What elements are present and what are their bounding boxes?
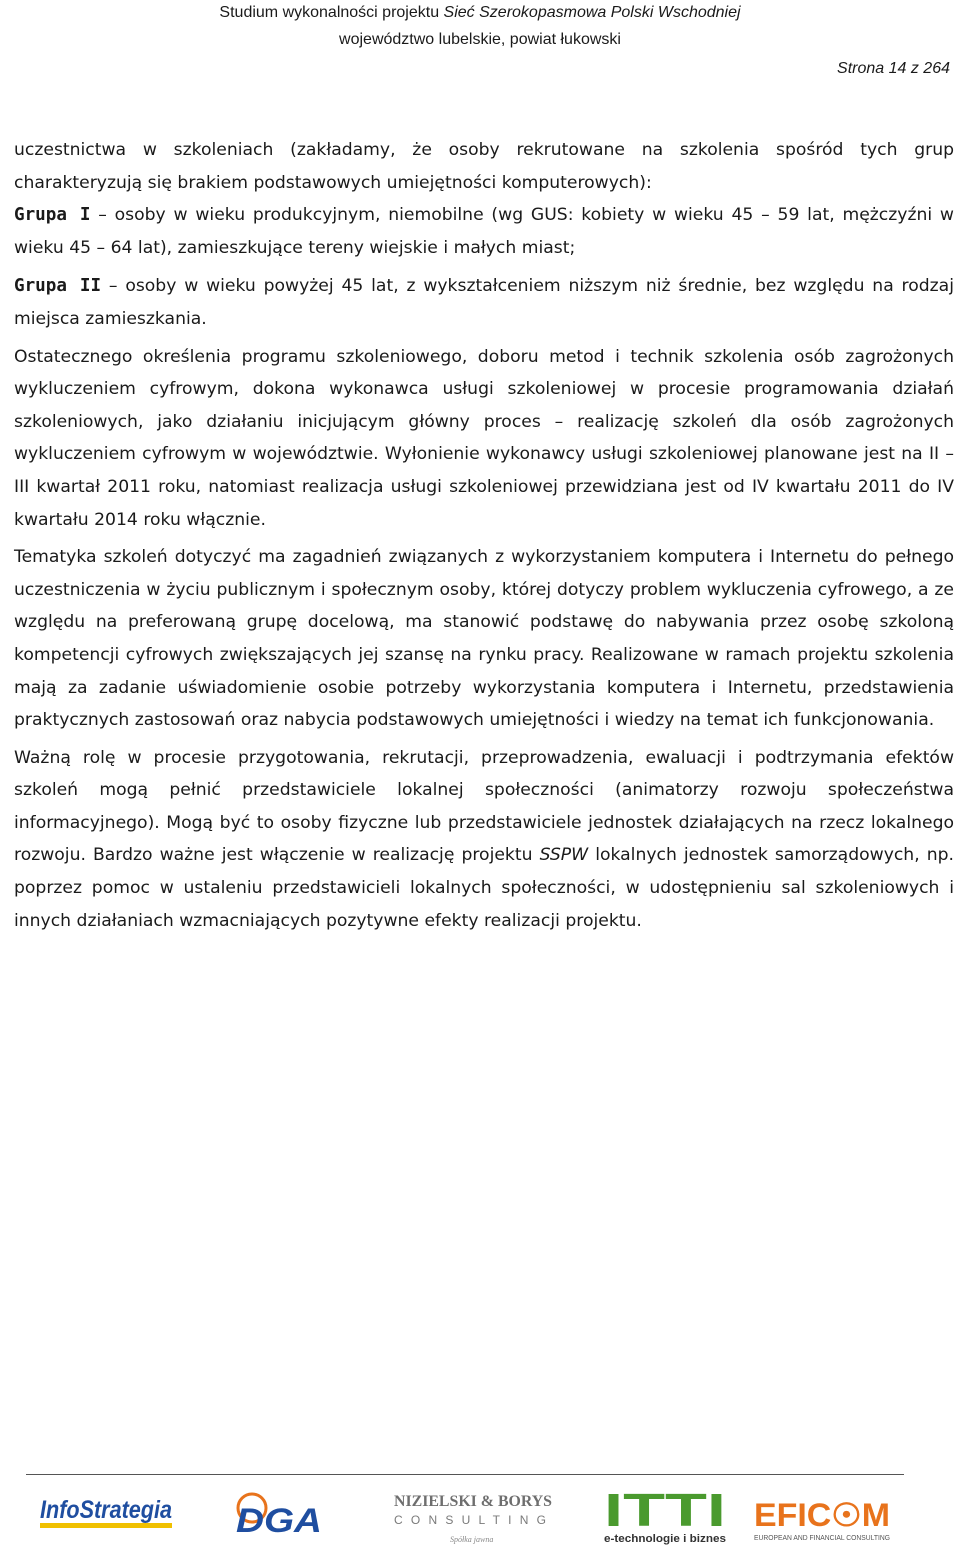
paragraph-topics: Tematyka szkoleń dotyczyć ma zagadnień związanych z wykorzystaniem komputera i Internetu do pełnego uczestniczenia w życiu publicznym i społecznym osoby, której dotyczy problem wykluczenia cyfrowego, a ze względu na preferowaną grupę docelową, ma stanowić podstawę do nabywania przez osobę szkoloną kompetencji cyfrowych zwiększających jej szansę na rynku pracy. Realizowane w ramach projektu szkolenia mają za zadanie uświadomienie osobie potrzeby wykorzystania komputera i Internetu, przedstawienia praktycznych zastosowań oraz nabycia podstawowych umiejętności i wiedzy na temat ich funkcjonowania. [14,547,954,731]
header-project-name: Sieć Szerokopasmowa Polski Wschodniej [443,4,741,21]
paragraph-role [14,742,954,938]
footer-logos [0,1478,960,1550]
svg-text:EFIC☉M: EFIC☉M [754,1497,890,1533]
nizielski-borys-logo [390,1486,560,1548]
svg-text:EUROPEAN AND FINANCIAL CONSULT: EUROPEAN AND FINANCIAL CONSULTING [754,1535,890,1542]
paragraph-role-text-a: Ważną rolę w procesie przygotowania, rekrutacji, przeprowadzenia, ewaluacji i podtrzymania efektów szkoleń mogą pełnić przedstawiciele lokalnej społeczności (animatorzy rozwoju społeczeństwa informacyjnego). Mogą być to osoby fizyczne lub przedstawiciele jednostek działających na rzecz lokalnego rozwoju. Bardzo ważne jest włączenie w realizację projektu [14,747,954,866]
group-1-text: – osoby w wieku produkcyjnym, niemobilne (wg GUS: kobiety w wieku 45 – 59 lat, mężczyźni w wieku 45 – 64 lat), zamieszkujące tereny wiejskie i małych miast; [14,205,954,258]
document-body [14,134,954,937]
eficom-logo [748,1490,898,1546]
paragraph-program: Ostatecznego określenia programu szkoleniowego, doboru metod i technik szkolenia osób zagrożonych wykluczeniem cyfrowym, dokona wykonawca usługi szkoleniowej w procesie programowania działań szkoleniowych, jako działaniu inicjującym główny proces – realizację szkoleń dla osób zagrożonych wykluczeniem cyfrowym w województwie. Wyłonienie wykonawcy usługi szkoleniowej planowane jest na II – III kwartał 2011 roku, natomiast realizacja usługi szkoleniowej przewidziana jest od IV kwartału 2011 do IV kwartału 2014 roku włącznie. [14,346,954,530]
footer-divider [26,1474,904,1475]
group-2-text: – osoby w wieku powyżej 45 lat, z wykształceniem niższym niż średnie, bez względu na rodzaj miejsca zamieszkania. [14,276,954,329]
page-number: Strona 14 z 264 [837,60,950,77]
paragraph-role-text-b: lokalnych jednostek samorządowych, np. poprzez pomoc w ustaleniu przedstawicieli lokalnych społeczności, w udostępnieniu sal szkoleniowych i innych działaniach wzmacniających pozytywne efekty realizacji projektu. [14,845,954,931]
group-2-item [14,270,954,335]
svg-text:CONSULTING: CONSULTING [394,1513,552,1527]
header-title [0,4,960,22]
intro-paragraph: uczestnictwa w szkoleniach (zakładamy, że osoby rekrutowane na szkolenia spośród tych grup charakteryzują się brakiem podstawowych umiejętności komputerowych): [14,140,954,193]
svg-text:e-technologie i biznes: e-technologie i biznes [604,1533,726,1545]
sspw-acronym: SSPW [539,845,589,866]
group-1-label: Grupa I [14,205,91,226]
svg-text:Spółka jawna: Spółka jawna [450,1535,494,1544]
svg-text:DGA: DGA [236,1502,322,1540]
infostrategia-logo [38,1485,178,1537]
dga-logo [232,1490,328,1540]
header-title-prefix: Studium wykonalności projektu [219,4,440,21]
header-region: województwo lubelskie, powiat łukowski [339,31,621,48]
group-1-item [14,199,954,264]
svg-text:NIZIELSKI & BORYS: NIZIELSKI & BORYS [394,1493,553,1510]
itti-logo [600,1482,732,1546]
group-2-label: Grupa II [14,276,102,297]
svg-text:ITTI: ITTI [604,1484,726,1536]
svg-text:InfoStrategia: InfoStrategia [40,1496,173,1524]
